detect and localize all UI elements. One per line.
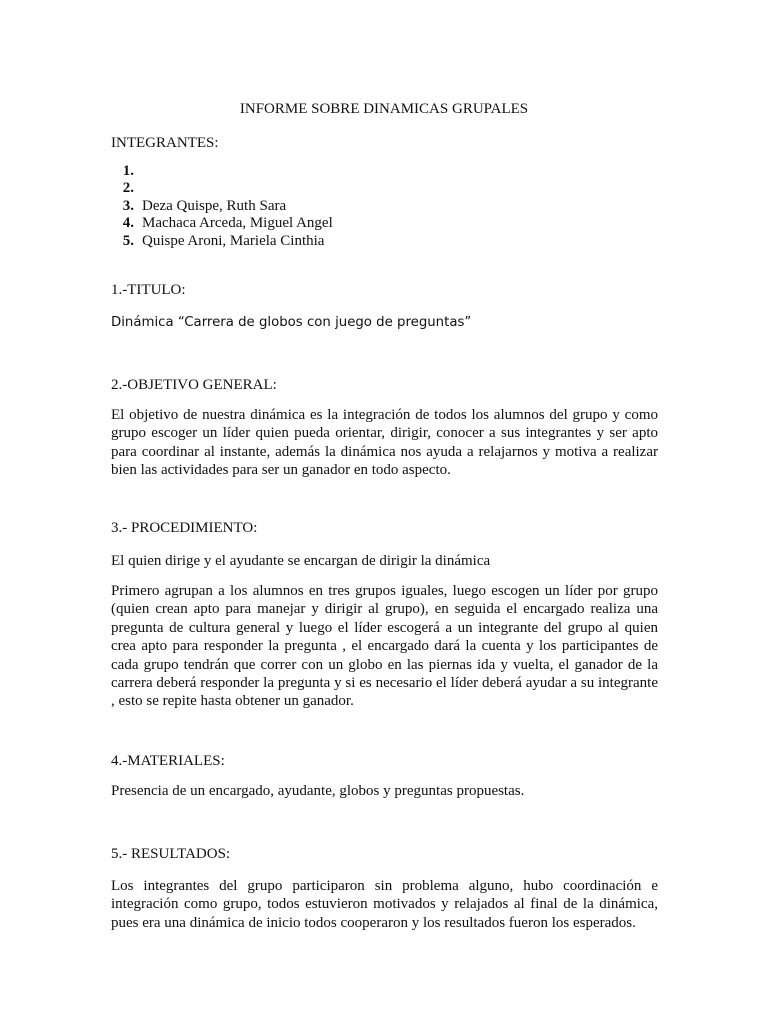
member-item: [111, 215, 333, 232]
member-name: Quispe Aroni, Mariela Cinthia: [142, 232, 325, 249]
document-title: INFORME SOBRE DINAMICAS GRUPALES: [239, 101, 529, 117]
member-name: Deza Quispe, Ruth Sara: [142, 197, 287, 214]
member-name: Machaca Arceda, Miguel Angel: [142, 215, 333, 232]
members-heading: INTEGRANTES:: [111, 135, 219, 151]
section-text-procedimiento-intro: El quien dirige y el ayudante se encargan de dirigir la dinámica: [111, 553, 491, 569]
section-text-objetivo: El objetivo de nuestra dinámica es la integración de todos los alumnos del grupo y como grupo escoger un líder quien pueda orientar, dirigir, conocer a sus integrantes y ser apto para coordinar al instante, además la dinámica nos ayuda a relajarnos y motiva a realizar bien las actividades para ser un ganador en todo aspecto.: [111, 407, 658, 479]
member-item: [111, 180, 333, 197]
section-heading-titulo: 1.-TITULO:: [111, 282, 186, 298]
members-list: [111, 163, 333, 250]
section-text-resultados: Los integrantes del grupo participaron sin problema alguno, hubo coordinación e integración como grupo, todos estuvieron motivados y relajados al final de la dinámica, pues era una dinámica de inicio todos cooperaron y los resultados fueron los esperados.: [111, 878, 658, 931]
section-text-procedimiento: Primero agrupan a los alumnos en tres grupos iguales, luego escogen un líder por grupo (quien crean apto para manejar y dirigir al grupo), en seguida el encargado realiza una pregunta de cultura general y luego el líder escogerá a un integrante del grupo al quien crea apto para responder la pregunta , el encargado dará la cuenta y los participantes de cada grupo tendrán que correr con un globo en las piernas ida y vuelta, el ganador de la carrera deberá responder la pregunta y si es necesario el líder deberá ayudar a su integrante , esto se repite hasta obtener un ganador.: [111, 583, 658, 710]
member-number: 4.: [122, 215, 134, 232]
section-heading-objetivo: 2.-OBJETIVO GENERAL:: [111, 377, 277, 393]
member-number: 2.: [122, 180, 134, 197]
member-item: [111, 233, 333, 250]
member-number: 3.: [122, 197, 134, 214]
section-heading-resultados: 5.- RESULTADOS:: [111, 846, 231, 862]
member-number: 5.: [122, 232, 134, 249]
section-heading-materiales: 4.-MATERIALES:: [111, 753, 225, 769]
member-item: [111, 198, 333, 215]
section-heading-procedimiento: 3.- PROCEDIMIENTO:: [111, 520, 258, 536]
member-number: 1.: [122, 163, 134, 179]
section-text-materiales: Presencia de un encargado, ayudante, globos y preguntas propuestas.: [111, 783, 525, 799]
section-text-titulo: Dinámica “Carrera de globos con juego de preguntas”: [111, 315, 472, 330]
member-item: [111, 163, 333, 180]
